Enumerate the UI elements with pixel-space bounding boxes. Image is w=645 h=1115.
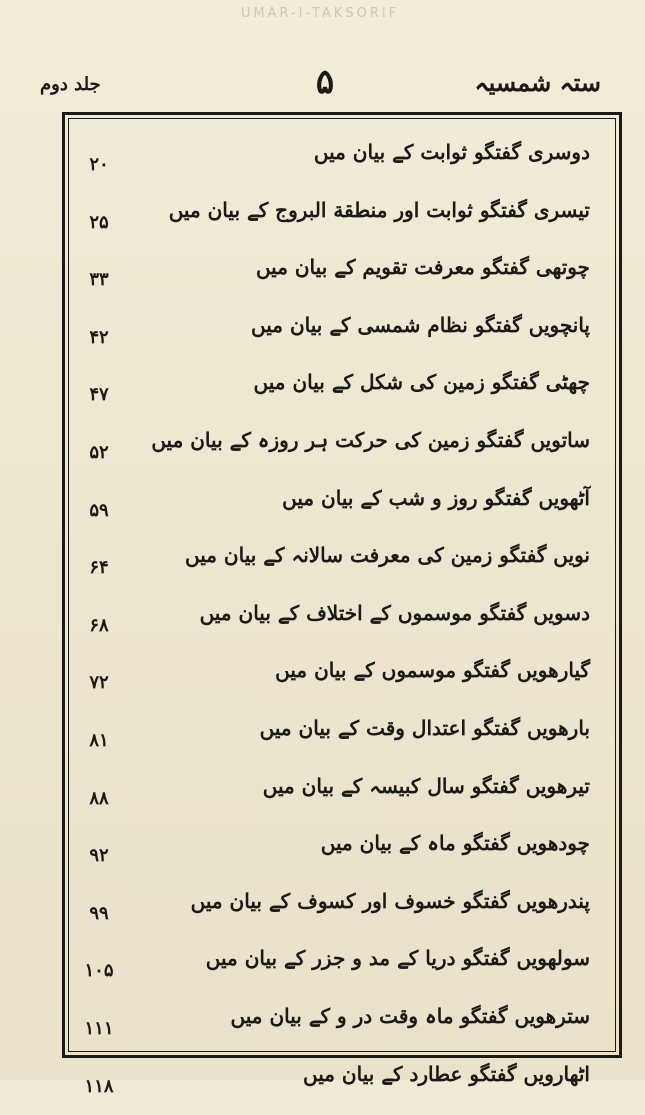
toc-row [76, 597, 604, 655]
toc-row [76, 942, 604, 1000]
toc-row [76, 712, 604, 770]
toc-row [76, 885, 604, 943]
toc-entry-page: ۱۱۸ [76, 1076, 122, 1097]
toc-entry-page: ۴۲ [76, 327, 122, 348]
toc-entry-page: ۳۳ [76, 269, 122, 290]
toc-entry-title: نویں گفتگو زمین کی معرفت سالانہ کے بیان میں [185, 543, 590, 567]
toc-entry-page: ۷۲ [76, 672, 122, 693]
toc-row [76, 136, 604, 194]
toc-entry-title: چودھویں گفتگو ماہ کے بیان میں [321, 831, 590, 855]
toc-entry-title: تیرھویں گفتگو سال کبیسہ کے بیان میں [263, 774, 590, 798]
toc-row [76, 1000, 604, 1058]
toc-row [76, 251, 604, 309]
toc-entry-title: بارھویں گفتگو اعتدال وقت کے بیان میں [260, 716, 590, 740]
library-stamp: UMAR-I-TAKSORIF [160, 6, 480, 21]
toc-entry-title: اٹھارویں گفتگو عطارد کے بیان میں [303, 1062, 590, 1086]
toc-entry-title: چھٹی گفتگو زمین کی شکل کے بیان میں [254, 370, 590, 394]
toc-entry-page: ۵۲ [76, 442, 122, 463]
toc-entry-page: ۲۵ [76, 212, 122, 233]
toc-entry-page: ۲۰ [76, 154, 122, 175]
toc-entry-title: تیسری گفتگو ثوابت اور منطقة البروج کے بیان میں [169, 198, 590, 222]
toc-row [76, 366, 604, 424]
toc-row [76, 1058, 604, 1115]
toc-row [76, 309, 604, 367]
toc-entry-page: ۹۹ [76, 903, 122, 924]
toc-entry-page: ۸۸ [76, 788, 122, 809]
toc-row [76, 827, 604, 885]
page-number: ۵ [300, 62, 350, 102]
toc-entry-title: ساتویں گفتگو زمین کی حرکت ہر روزہ کے بیان میں [151, 428, 590, 452]
toc-entry-title: دوسری گفتگو ثوابت کے بیان میں [314, 140, 590, 164]
toc-entry-title: دسویں گفتگو موسموں کے اختلاف کے بیان میں [200, 601, 590, 625]
volume-label: جلد دوم [40, 74, 101, 95]
toc-row [76, 194, 604, 252]
toc-entry-page: ۶۴ [76, 557, 122, 578]
toc-entry-page: ۴۷ [76, 384, 122, 405]
toc-entry-page: ۵۹ [76, 500, 122, 521]
toc-entry-page: ۶۸ [76, 615, 122, 636]
toc-entry-page: ۱۰۵ [76, 960, 122, 981]
toc-entry-title: چوتھی گفتگو معرفت تقویم کے بیان میں [256, 255, 590, 279]
toc-entry-page: ۹۲ [76, 845, 122, 866]
table-of-contents [76, 136, 604, 1115]
toc-row [76, 539, 604, 597]
toc-entry-title: گیارھویں گفتگو موسموں کے بیان میں [275, 658, 590, 682]
toc-entry-title: سترھویں گفتگو ماہ وقت در و کے بیان میں [231, 1004, 590, 1028]
toc-row [76, 770, 604, 828]
toc-row [76, 424, 604, 482]
toc-entry-title: سولھویں گفتگو دریا کے مد و جزر کے بیان میں [206, 946, 590, 970]
toc-entry-title: پانچویں گفتگو نظام شمسی کے بیان میں [251, 313, 590, 337]
toc-entry-title: پندرھویں گفتگو خسوف اور کسوف کے بیان میں [191, 889, 590, 913]
toc-entry-title: آٹھویں گفتگو روز و شب کے بیان میں [282, 486, 590, 510]
toc-row [76, 654, 604, 712]
toc-row [76, 482, 604, 540]
toc-entry-page: ۸۱ [76, 730, 122, 751]
toc-entry-page: ۱۱۱ [76, 1018, 122, 1039]
book-title: ستہ شمسیہ [475, 68, 601, 97]
